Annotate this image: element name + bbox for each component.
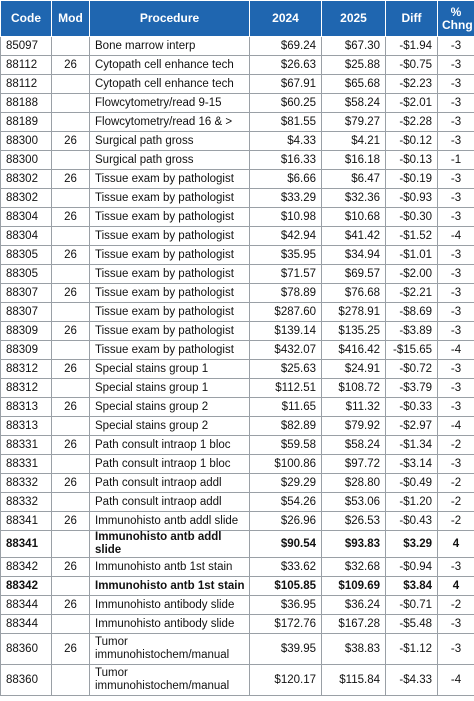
cell-2025: $69.57 [322,265,386,284]
cell-pct-change: -2 [438,474,474,493]
cell-diff: -$0.75 [386,56,438,75]
cell-diff: $3.84 [386,577,438,596]
cell-code: 88300 [1,151,52,170]
cell-diff: -$0.49 [386,474,438,493]
cell-mod: 26 [52,360,90,379]
cell-2025: $58.24 [322,94,386,113]
cell-mod: 26 [52,246,90,265]
table-row [1,132,474,151]
cell-2024: $69.24 [250,37,322,56]
cell-2025: $24.91 [322,360,386,379]
cell-code: 88331 [1,455,52,474]
cell-mod: 26 [52,596,90,615]
cell-procedure: Special stains group 1 [90,360,250,379]
cell-pct-change: -2 [438,493,474,512]
cell-2025: $4.21 [322,132,386,151]
cell-mod [52,227,90,246]
cell-2025: $10.68 [322,208,386,227]
cell-mod: 26 [52,284,90,303]
cell-2025: $65.68 [322,75,386,94]
cell-2025: $416.42 [322,341,386,360]
cell-diff: -$0.43 [386,512,438,531]
cell-diff: -$2.97 [386,417,438,436]
cell-code: 88344 [1,615,52,634]
cell-2025: $32.36 [322,189,386,208]
table-row [1,398,474,417]
cell-procedure: Immunohisto antb addl slide [90,531,250,558]
cell-code: 88309 [1,322,52,341]
cell-procedure: Path consult intraop addl [90,493,250,512]
table-row [1,596,474,615]
cell-pct-change: -3 [438,360,474,379]
cell-pct-change: -1 [438,151,474,170]
cell-2025: $36.24 [322,596,386,615]
cell-2024: $29.29 [250,474,322,493]
cell-2025: $6.47 [322,170,386,189]
header-2024: 2024 [250,1,322,37]
table-row [1,322,474,341]
cell-pct-change: -3 [438,284,474,303]
cell-pct-change: -3 [438,615,474,634]
cell-code: 88342 [1,558,52,577]
cell-procedure: Bone marrow interp [90,37,250,56]
table-row [1,615,474,634]
cell-code: 88344 [1,596,52,615]
cell-2025: $58.24 [322,436,386,455]
cell-diff: -$2.23 [386,75,438,94]
cell-2024: $36.95 [250,596,322,615]
cell-code: 88332 [1,474,52,493]
cell-2025: $79.92 [322,417,386,436]
cell-diff: -$0.13 [386,151,438,170]
cell-procedure: Flowcytometry/read 9-15 [90,94,250,113]
cell-diff: -$0.30 [386,208,438,227]
header-diff: Diff [386,1,438,37]
cell-2024: $33.29 [250,189,322,208]
cell-2024: $39.95 [250,634,322,665]
cell-pct-change: -3 [438,75,474,94]
header-row [1,1,474,37]
cell-2024: $16.33 [250,151,322,170]
table-row [1,417,474,436]
cell-code: 88305 [1,246,52,265]
cell-procedure: Cytopath cell enhance tech [90,75,250,94]
cell-procedure: Tumor immunohistochem/manual [90,634,250,665]
cell-pct-change: -3 [438,189,474,208]
cell-2025: $25.88 [322,56,386,75]
cell-mod [52,379,90,398]
cell-procedure: Immunohisto antb 1st stain [90,558,250,577]
cell-pct-change: -3 [438,132,474,151]
cell-procedure: Tissue exam by pathologist [90,284,250,303]
table-row [1,455,474,474]
table-row [1,151,474,170]
cell-2025: $11.32 [322,398,386,417]
table-row [1,512,474,531]
cell-diff: -$1.34 [386,436,438,455]
cell-procedure: Immunohisto antb 1st stain [90,577,250,596]
cell-pct-change: -3 [438,265,474,284]
cell-2024: $105.85 [250,577,322,596]
cell-procedure: Special stains group 2 [90,417,250,436]
cell-2025: $109.69 [322,577,386,596]
cell-mod: 26 [52,558,90,577]
cell-code: 88341 [1,512,52,531]
cell-procedure: Path consult intraop 1 bloc [90,436,250,455]
cell-procedure: Tissue exam by pathologist [90,341,250,360]
cell-2024: $120.17 [250,665,322,696]
cell-procedure: Tissue exam by pathologist [90,303,250,322]
cell-procedure: Tissue exam by pathologist [90,246,250,265]
cell-diff: -$0.33 [386,398,438,417]
cell-2024: $26.63 [250,56,322,75]
cell-mod [52,615,90,634]
cell-2024: $4.33 [250,132,322,151]
cell-pct-change: -3 [438,398,474,417]
table-body [1,37,474,696]
cell-2024: $33.62 [250,558,322,577]
cell-pct-change: -3 [438,170,474,189]
table-row [1,436,474,455]
cell-procedure: Path consult intraop addl [90,474,250,493]
cell-mod [52,531,90,558]
cell-2024: $81.55 [250,113,322,132]
cell-diff: -$0.93 [386,189,438,208]
cell-diff: -$3.79 [386,379,438,398]
cell-pct-change: -3 [438,379,474,398]
cell-pct-change: -2 [438,512,474,531]
cell-procedure: Path consult intraop 1 bloc [90,455,250,474]
cell-pct-change: -3 [438,113,474,132]
cell-mod [52,417,90,436]
table-row [1,379,474,398]
cell-code: 88112 [1,56,52,75]
cell-diff: -$1.20 [386,493,438,512]
cell-mod [52,265,90,284]
cell-diff: -$1.94 [386,37,438,56]
cell-mod: 26 [52,398,90,417]
table-row [1,37,474,56]
cell-procedure: Cytopath cell enhance tech [90,56,250,75]
cell-code: 88313 [1,417,52,436]
cell-procedure: Tissue exam by pathologist [90,322,250,341]
cell-2025: $108.72 [322,379,386,398]
cell-2025: $135.25 [322,322,386,341]
cell-mod [52,665,90,696]
header-mod: Mod [52,1,90,37]
cell-2025: $16.18 [322,151,386,170]
cell-mod: 26 [52,170,90,189]
table-row [1,577,474,596]
cell-diff: -$4.33 [386,665,438,696]
cell-2025: $26.53 [322,512,386,531]
cell-diff: -$0.12 [386,132,438,151]
table-row [1,558,474,577]
cell-pct-change: -3 [438,303,474,322]
cell-2024: $82.89 [250,417,322,436]
cell-2024: $71.57 [250,265,322,284]
cell-code: 88304 [1,227,52,246]
cell-mod [52,94,90,113]
cell-code: 85097 [1,37,52,56]
cell-2024: $11.65 [250,398,322,417]
cell-2025: $28.80 [322,474,386,493]
cell-pct-change: -3 [438,558,474,577]
table-row [1,56,474,75]
table-row [1,360,474,379]
cell-diff: -$3.14 [386,455,438,474]
cell-diff: -$15.65 [386,341,438,360]
cell-code: 88302 [1,189,52,208]
cell-mod: 26 [52,208,90,227]
table-row [1,113,474,132]
cell-pct-change: -3 [438,634,474,665]
header-pct-change: % Chng [438,1,474,37]
cell-code: 88112 [1,75,52,94]
table-row [1,665,474,696]
cell-procedure: Tissue exam by pathologist [90,227,250,246]
cell-2024: $432.07 [250,341,322,360]
cell-procedure: Immunohisto antb addl slide [90,512,250,531]
cell-code: 88313 [1,398,52,417]
table-row [1,75,474,94]
cell-procedure: Tissue exam by pathologist [90,189,250,208]
cell-diff: -$2.21 [386,284,438,303]
cell-code: 88331 [1,436,52,455]
cell-2024: $60.25 [250,94,322,113]
cell-pct-change: -3 [438,208,474,227]
cell-mod [52,303,90,322]
cell-2025: $41.42 [322,227,386,246]
cell-diff: -$8.69 [386,303,438,322]
cell-2025: $53.06 [322,493,386,512]
cell-diff: -$0.71 [386,596,438,615]
cell-diff: -$2.01 [386,94,438,113]
cell-diff: -$1.52 [386,227,438,246]
cell-code: 88304 [1,208,52,227]
cell-code: 88332 [1,493,52,512]
cell-pct-change: -4 [438,665,474,696]
cell-2024: $67.91 [250,75,322,94]
cell-2024: $78.89 [250,284,322,303]
cell-pct-change: -4 [438,227,474,246]
cell-mod [52,493,90,512]
cell-code: 88188 [1,94,52,113]
cell-mod: 26 [52,132,90,151]
cell-diff: -$0.94 [386,558,438,577]
cell-diff: -$0.19 [386,170,438,189]
table-row [1,284,474,303]
cell-diff: -$3.89 [386,322,438,341]
cell-procedure: Tissue exam by pathologist [90,265,250,284]
cell-pct-change: -3 [438,37,474,56]
cell-2025: $278.91 [322,303,386,322]
table-row [1,246,474,265]
cell-2025: $93.83 [322,531,386,558]
table-row [1,303,474,322]
cell-procedure: Surgical path gross [90,151,250,170]
cell-2025: $34.94 [322,246,386,265]
cell-pct-change: 4 [438,531,474,558]
cell-diff: -$5.48 [386,615,438,634]
cell-procedure: Immunohisto antibody slide [90,596,250,615]
cell-2024: $90.54 [250,531,322,558]
cell-code: 88312 [1,360,52,379]
cell-procedure: Tumor immunohistochem/manual [90,665,250,696]
cell-2025: $76.68 [322,284,386,303]
cell-diff: -$0.72 [386,360,438,379]
cell-diff: -$2.28 [386,113,438,132]
cell-pct-change: -3 [438,322,474,341]
cell-procedure: Immunohisto antibody slide [90,615,250,634]
cell-2025: $32.68 [322,558,386,577]
cell-2025: $115.84 [322,665,386,696]
cell-2024: $25.63 [250,360,322,379]
cell-2024: $42.94 [250,227,322,246]
cell-pct-change: -2 [438,596,474,615]
cell-mod [52,455,90,474]
cell-code: 88305 [1,265,52,284]
cell-procedure: Tissue exam by pathologist [90,170,250,189]
cell-procedure: Tissue exam by pathologist [90,208,250,227]
cell-2025: $97.72 [322,455,386,474]
table-row [1,227,474,246]
cell-mod: 26 [52,56,90,75]
cell-diff: -$1.01 [386,246,438,265]
cell-2024: $287.60 [250,303,322,322]
cell-2024: $54.26 [250,493,322,512]
header-2025: 2025 [322,1,386,37]
cell-2024: $172.76 [250,615,322,634]
cell-procedure: Special stains group 2 [90,398,250,417]
cell-code: 88342 [1,577,52,596]
cell-diff: -$1.12 [386,634,438,665]
table-row [1,94,474,113]
header-procedure: Procedure [90,1,250,37]
cell-diff: -$2.00 [386,265,438,284]
cell-2025: $79.27 [322,113,386,132]
cell-mod [52,341,90,360]
cell-pct-change: -3 [438,56,474,75]
table-row [1,531,474,558]
cell-2024: $10.98 [250,208,322,227]
cell-pct-change: -3 [438,455,474,474]
cell-pct-change: -4 [438,417,474,436]
cell-mod [52,577,90,596]
table-row [1,189,474,208]
cell-code: 88360 [1,634,52,665]
cell-mod [52,151,90,170]
cell-mod [52,37,90,56]
table-row [1,265,474,284]
cell-mod: 26 [52,474,90,493]
cell-mod: 26 [52,634,90,665]
cell-code: 88309 [1,341,52,360]
cell-code: 88360 [1,665,52,696]
cell-mod: 26 [52,322,90,341]
cell-2024: $59.58 [250,436,322,455]
cell-mod: 26 [52,512,90,531]
table-row [1,474,474,493]
cell-diff: $3.29 [386,531,438,558]
table-row [1,634,474,665]
cell-pct-change: -3 [438,246,474,265]
header-code: Code [1,1,52,37]
cell-mod [52,189,90,208]
cell-pct-change: -2 [438,436,474,455]
cell-2024: $26.96 [250,512,322,531]
table-row [1,170,474,189]
cell-mod [52,113,90,132]
cell-code: 88302 [1,170,52,189]
cell-2025: $67.30 [322,37,386,56]
cell-procedure: Special stains group 1 [90,379,250,398]
cell-procedure: Flowcytometry/read 16 & > [90,113,250,132]
cell-pct-change: -3 [438,94,474,113]
cell-code: 88307 [1,303,52,322]
table-row [1,341,474,360]
cell-code: 88300 [1,132,52,151]
cell-mod: 26 [52,436,90,455]
cell-procedure: Surgical path gross [90,132,250,151]
cell-pct-change: 4 [438,577,474,596]
cell-code: 88307 [1,284,52,303]
cell-2024: $6.66 [250,170,322,189]
cell-mod [52,75,90,94]
cell-2024: $112.51 [250,379,322,398]
cell-code: 88312 [1,379,52,398]
cell-pct-change: -4 [438,341,474,360]
cell-code: 88189 [1,113,52,132]
table-row [1,208,474,227]
cell-2025: $167.28 [322,615,386,634]
cell-2024: $100.86 [250,455,322,474]
cell-code: 88341 [1,531,52,558]
cell-2024: $139.14 [250,322,322,341]
cell-2025: $38.83 [322,634,386,665]
cell-2024: $35.95 [250,246,322,265]
table-row [1,493,474,512]
